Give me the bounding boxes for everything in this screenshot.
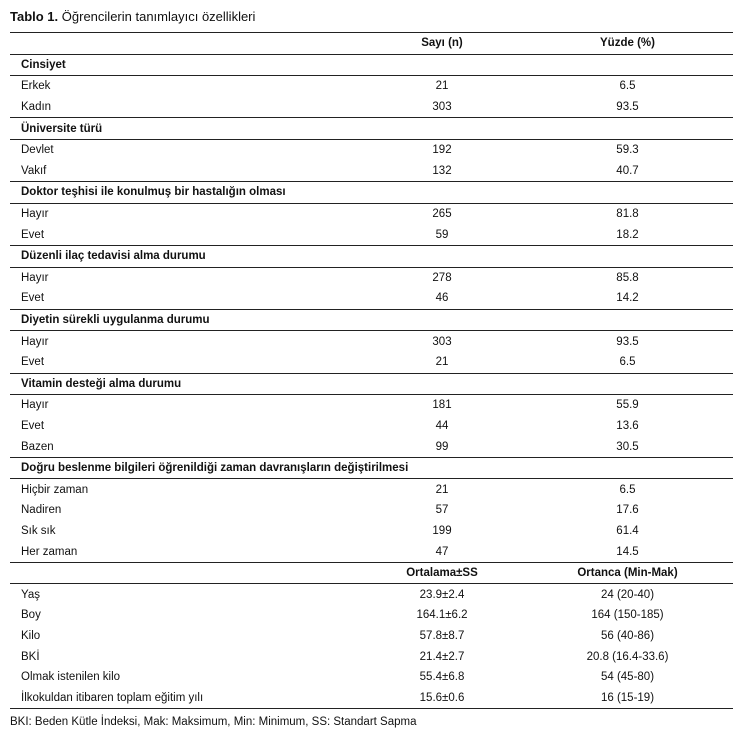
section-title: Vitamin desteği alma durumu <box>10 373 733 395</box>
stats-median: 164 (150-185) <box>591 609 664 622</box>
row-count: 303 <box>432 101 452 114</box>
row-percent: 85.8 <box>616 271 639 284</box>
section-row <box>10 182 733 204</box>
row-count: 303 <box>432 335 452 348</box>
stats-label: Boy <box>21 609 41 622</box>
stats-row <box>10 687 733 708</box>
row-count: 57 <box>435 504 449 517</box>
section-row <box>10 309 733 331</box>
row-percent: 18.2 <box>616 228 639 241</box>
row-percent: 6.5 <box>619 80 636 93</box>
stats-header-median: Ortanca (Min-Mak) <box>522 562 733 584</box>
stats-header-blank <box>10 562 362 584</box>
row-label: Her zaman <box>21 545 78 558</box>
stats-label: İlkokuldan itibaren toplam eğitim yılı <box>21 691 204 704</box>
characteristics-table <box>10 32 733 709</box>
row-count: 181 <box>432 399 452 412</box>
stats-row <box>10 646 733 667</box>
table-row <box>10 500 733 521</box>
stats-label: Yaş <box>21 588 40 601</box>
row-label: Kadın <box>21 101 52 114</box>
table-row <box>10 521 733 542</box>
section-title: Doktor teşhisi ile konulmuş bir hastalığın olması <box>10 182 733 204</box>
section-row <box>10 373 733 395</box>
table-row <box>10 395 733 416</box>
row-count: 59 <box>435 228 449 241</box>
stats-mean: 164.1±6.2 <box>416 609 468 622</box>
row-label: Hayır <box>21 399 49 412</box>
table-row <box>10 267 733 288</box>
table-row <box>10 76 733 97</box>
row-percent: 30.5 <box>616 440 639 453</box>
section-title: Düzenli ilaç tedavisi alma durumu <box>10 245 733 267</box>
section-title: Üniversite türü <box>10 118 733 140</box>
row-percent: 14.5 <box>616 545 639 558</box>
stats-row <box>10 605 733 626</box>
row-percent: 93.5 <box>616 335 639 348</box>
table-container <box>10 9 733 729</box>
row-label: Evet <box>21 228 45 241</box>
table-footnote: BKI: Beden Kütle İndeksi, Mak: Maksimum, Min: Minimum, SS: Standart Sapma <box>10 716 417 728</box>
stats-label: BKİ <box>21 650 40 663</box>
row-label: Evet <box>21 356 45 369</box>
row-label: Nadiren <box>21 504 62 517</box>
table-row <box>10 203 733 224</box>
table-row <box>10 352 733 373</box>
table-row <box>10 97 733 118</box>
stats-median: 24 (20-40) <box>600 588 655 601</box>
section-row <box>10 457 733 479</box>
row-count: 21 <box>435 483 449 496</box>
row-label: Hayır <box>21 208 49 221</box>
stats-row <box>10 584 733 605</box>
row-percent: 81.8 <box>616 208 639 221</box>
row-count: 99 <box>435 440 449 453</box>
stats-median: 16 (15-19) <box>600 691 655 704</box>
stats-label: Kilo <box>21 629 41 642</box>
caption-label: Tablo 1. <box>10 9 59 24</box>
row-label: Evet <box>21 419 45 432</box>
stats-header-mean: Ortalama±SS <box>362 562 522 584</box>
row-count: 21 <box>435 356 449 369</box>
row-percent: 93.5 <box>616 101 639 114</box>
row-label: Devlet <box>21 144 54 157</box>
stats-median: 56 (40-86) <box>600 629 655 642</box>
stats-median: 54 (45-80) <box>600 671 655 684</box>
stats-mean: 23.9±2.4 <box>419 588 465 601</box>
row-label: Hayır <box>21 271 49 284</box>
row-percent: 61.4 <box>616 524 639 537</box>
row-label: Hiçbir zaman <box>21 483 89 496</box>
table-caption <box>10 9 733 25</box>
table-row <box>10 224 733 245</box>
table-header-row <box>10 33 733 55</box>
table-row <box>10 139 733 160</box>
stats-row <box>10 626 733 647</box>
row-percent: 55.9 <box>616 399 639 412</box>
table-row <box>10 436 733 457</box>
row-count: 199 <box>432 524 452 537</box>
stats-mean: 55.4±6.8 <box>419 671 465 684</box>
row-label: Hayır <box>21 335 49 348</box>
table-row <box>10 416 733 437</box>
row-count: 46 <box>435 292 449 305</box>
row-label: Evet <box>21 292 45 305</box>
header-percent: Yüzde (%) <box>522 33 733 55</box>
row-count: 132 <box>432 164 452 177</box>
row-percent: 40.7 <box>616 164 639 177</box>
stats-mean: 15.6±0.6 <box>419 691 465 704</box>
table-row <box>10 541 733 562</box>
stats-mean: 57.8±8.7 <box>419 629 465 642</box>
header-blank <box>10 33 362 55</box>
row-label: Sık sık <box>21 524 56 537</box>
row-percent: 17.6 <box>616 504 639 517</box>
row-count: 21 <box>435 80 449 93</box>
stats-row <box>10 667 733 688</box>
section-row <box>10 54 733 76</box>
row-label: Bazen <box>21 440 54 453</box>
row-label: Vakıf <box>21 164 47 177</box>
header-count: Sayı (n) <box>362 33 522 55</box>
row-percent: 6.5 <box>619 483 636 496</box>
table-body <box>10 33 733 709</box>
row-count: 278 <box>432 271 452 284</box>
section-title: Cinsiyet <box>10 54 733 76</box>
section-title: Diyetin sürekli uygulanma durumu <box>10 309 733 331</box>
row-count: 44 <box>435 419 449 432</box>
row-count: 265 <box>432 208 452 221</box>
row-percent: 13.6 <box>616 419 639 432</box>
stats-header-row <box>10 562 733 584</box>
section-row <box>10 118 733 140</box>
row-percent: 59.3 <box>616 144 639 157</box>
caption-text: Öğrencilerin tanımlayıcı özellikleri <box>61 9 256 24</box>
stats-mean: 21.4±2.7 <box>419 650 465 663</box>
stats-median: 20.8 (16.4-33.6) <box>586 650 669 663</box>
section-title: Doğru beslenme bilgileri öğrenildiği zaman davranışların değiştirilmesi <box>10 457 733 479</box>
row-count: 47 <box>435 545 449 558</box>
stats-label: Olmak istenilen kilo <box>21 671 121 684</box>
table-row <box>10 288 733 309</box>
row-count: 192 <box>432 144 452 157</box>
table-row <box>10 161 733 182</box>
section-row <box>10 245 733 267</box>
row-percent: 6.5 <box>619 356 636 369</box>
table-row <box>10 331 733 352</box>
table-row <box>10 479 733 500</box>
row-label: Erkek <box>21 80 51 93</box>
row-percent: 14.2 <box>616 292 639 305</box>
